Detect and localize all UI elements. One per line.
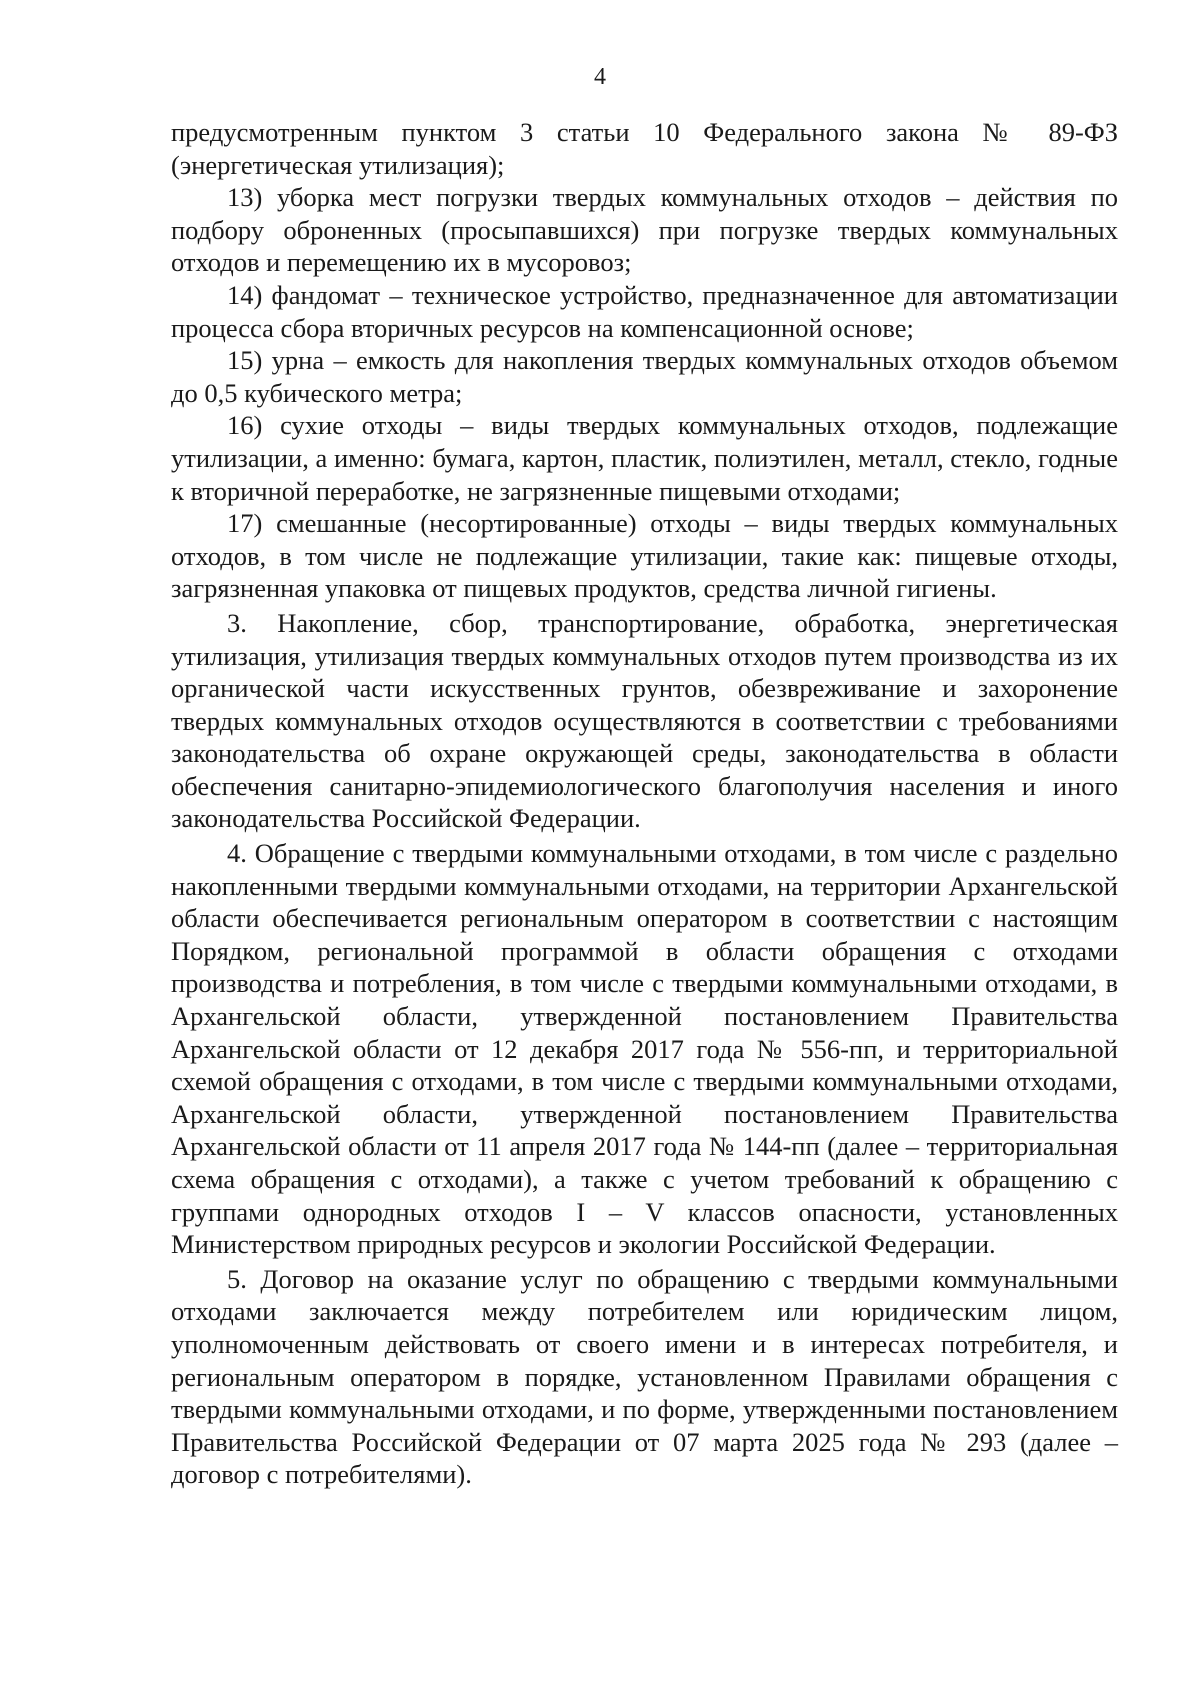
paragraph-continuation: предусмотренным пунктом 3 статьи 10 Федерального закона № 89-ФЗ (энергетическая утилизация); <box>171 117 1118 180</box>
page-number: 4 <box>594 64 606 90</box>
paragraph-item-16: 16) сухие отходы – виды твердых коммунальных отходов, подлежащие утилизации, а именно: бумага, картон, пластик, полиэтилен, металл, стекло, годные к вторичной переработке, не загрязненные пищевыми отходами; <box>171 410 1118 506</box>
paragraph-item-15: 15) урна – емкость для накопления твердых коммунальных отходов объемом до 0,5 кубического метра; <box>171 345 1118 408</box>
paragraph-section-3: 3. Накопление, сбор, транспортирование, обработка, энергетическая утилизация, утилизация твердых коммунальных отходов путем производства из их органической части искусственных грунтов, обезвреживание и захоронение твердых коммунальных отходов осуществляются в соответствии с требованиями законодательства об охране окружающей среды, законодательства в области обеспечения санитарно-эпидемиологического благополучия населения и иного законодательства Российской Федерации. <box>171 607 1118 834</box>
paragraph-section-4: 4. Обращение с твердыми коммунальными отходами, в том числе с раздельно накопленными твердыми коммунальными отходами, на территории Архангельской области обеспечивается региональным оператором в соответствии с настоящим Порядком, региональной программой в области обращения с отходами производства и потребления, в том числе с твердыми коммунальными отходами, в Архангельской области, утвержденной постановлением Правительства Архангельской области от 12 декабря 2017 года № 556-пп, и территориальной схемой обращения с отходами, в том числе с твердыми коммунальными отходами, Архангельской области, утвержденной постановлением Правительства Архангельской области от 11 апреля 2017 года № 144-пп (далее – территориальная схема обращения с отходами), а также с учетом требований к обращению с группами однородных отходов I – V классов опасности, установленных Министерством природных ресурсов и экологии Российской Федерации. <box>171 838 1118 1260</box>
paragraph-item-13: 13) уборка мест погрузки твердых коммунальных отходов – действия по подбору оброненных (просыпавшихся) при погрузке твердых коммунальных отходов и перемещению их в мусоровоз; <box>171 182 1118 278</box>
document-body <box>171 116 1118 1491</box>
paragraph-item-14: 14) фандомат – техническое устройство, предназначенное для автоматизации процесса сбора вторичных ресурсов на компенсационной основе; <box>171 279 1118 343</box>
paragraph-section-5: 5. Договор на оказание услуг по обращению с твердыми коммунальными отходами заключается между потребителем или юридическим лицом, уполномоченным действовать от своего имени и в интересах потребителя, и региональным оператором в порядке, установленном Правилами обращения с твердыми коммунальными отходами, и по форме, утвержденными постановлением Правительства Российской Федерации от 07 марта 2025 года № 293 (далее – договор с потребителями). <box>171 1263 1118 1490</box>
paragraph-item-17: 17) смешанные (несортированные) отходы – виды твердых коммунальных отходов, в том числе не подлежащие утилизации, такие как: пищевые отходы, загрязненная упаковка от пищевых продуктов, средства личной гигиены. <box>171 508 1118 604</box>
